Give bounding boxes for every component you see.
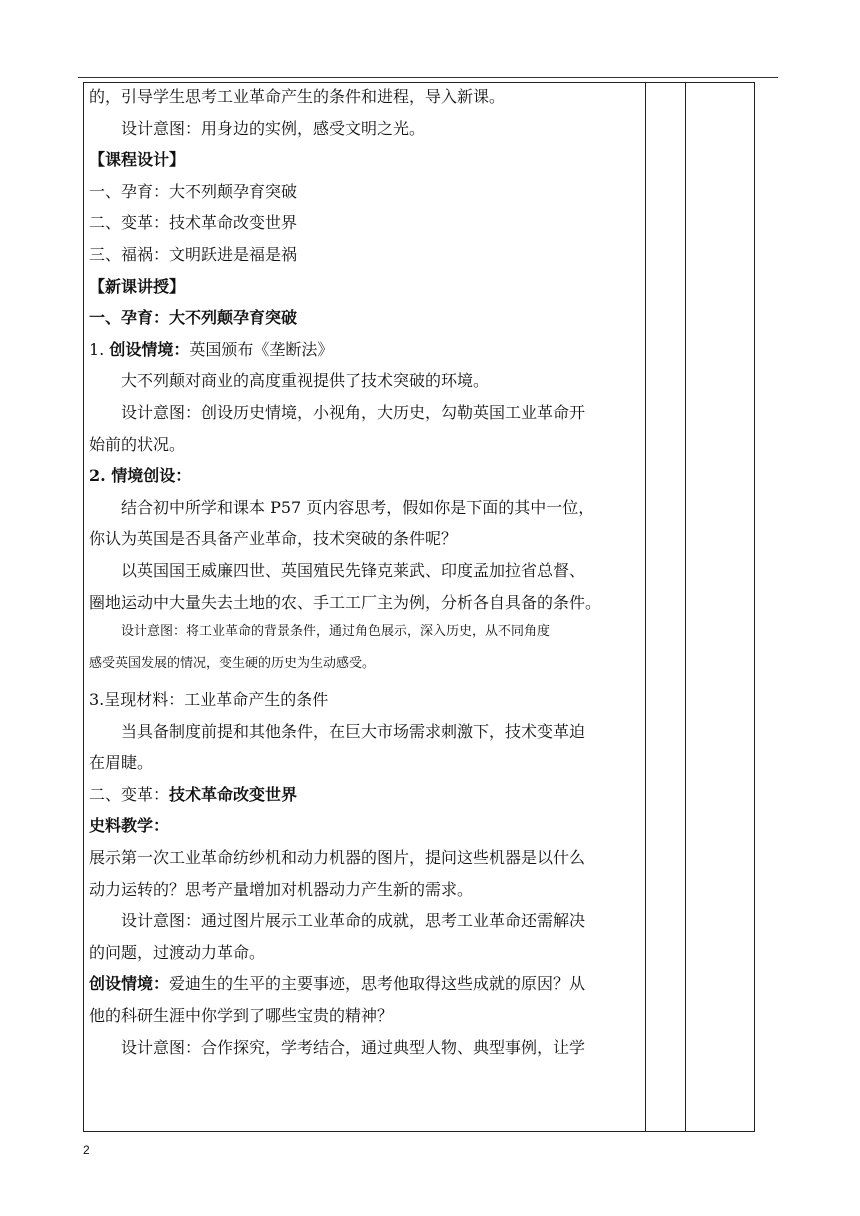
- subsection-heading: 一、孕育：大不列颠孕育突破: [89, 308, 298, 328]
- text-line: 3.呈现材料：工业革命产生的条件: [89, 690, 329, 710]
- header-rule: [78, 77, 778, 78]
- section-heading: 【新课讲授】: [89, 276, 186, 296]
- bold-label: 创设情境：: [89, 974, 170, 994]
- text-span: 英国颁布《垄断法》: [189, 339, 334, 359]
- text-line: 设计意图：通过图片展示工业革命的成就，思考工业革命还需解决: [121, 911, 586, 931]
- subsection-heading: 史料教学：: [89, 816, 170, 836]
- text-line: 你认为英国是否具备产业革命，技术突破的条件呢？: [89, 529, 458, 549]
- list-number: 1.: [89, 339, 105, 359]
- text-span: 二、变革：: [89, 784, 170, 804]
- lesson-plan-table: [83, 82, 755, 1132]
- text-line: [89, 339, 637, 361]
- text-line: 他的科研生涯中你学到了哪些宝贵的精神？: [89, 1006, 394, 1026]
- text-line: 一、孕育：大不列颠孕育突破: [89, 181, 298, 201]
- text-line: 设计意图：合作探究，学考结合，通过典型人物、典型事例，让学: [121, 1037, 586, 1057]
- section-heading: 【课程设计】: [89, 150, 186, 170]
- subsection-heading: 2. 情境创设：: [89, 466, 192, 486]
- text-line: 圈地运动中大量失去土地的农、手工工厂主为例，分析各自具备的条件。: [89, 592, 602, 612]
- text-line: 设计意图：创设历史情境，小视角，大历史，勾勒英国工业革命开: [121, 402, 586, 422]
- text-line: 的，引导学生思考工业革命产生的条件和进程，导入新课。: [89, 87, 506, 106]
- text-line: 三、福祸：文明跃进是福是祸: [89, 244, 298, 264]
- text-line: [89, 973, 637, 995]
- column-divider: [645, 83, 646, 1131]
- text-line: 始前的状况。: [89, 434, 186, 454]
- design-note-line: 设计意图：将工业革命的背景条件，通过角色展示，深入历史，从不同角度: [121, 624, 551, 640]
- text-line: 动力运转的？思考产量增加对机器动力产生新的需求。: [89, 879, 474, 899]
- text-line: 设计意图：用身边的实例，感受文明之光。: [121, 118, 426, 138]
- text-line: [89, 784, 637, 806]
- design-note-line: 感受英国发展的情况，变生硬的历史为生动感受。: [89, 656, 376, 672]
- lesson-content: [89, 86, 637, 1068]
- bold-label: 技术革命改变世界: [169, 784, 298, 804]
- text-line: 展示第一次工业革命纺纱机和动力机器的图片，提问这些机器是以什么: [89, 848, 586, 868]
- text-line: 二、变革：技术革命改变世界: [89, 213, 298, 233]
- text-span: 爱迪生的生平的主要事迹，思考他取得这些成就的原因？从: [169, 974, 586, 994]
- text-line: 在眉睫。: [89, 753, 154, 773]
- column-divider: [685, 83, 686, 1131]
- text-line: 大不列颠对商业的高度重视提供了技术突破的环境。: [121, 371, 490, 391]
- text-line: 的问题，过渡动力革命。: [89, 942, 266, 962]
- page-number: 2: [83, 1143, 90, 1157]
- text-line: 结合初中所学和课本 P57 页内容思考，假如你是下面的其中一位，: [121, 497, 595, 517]
- bold-label: 创设情境：: [109, 339, 190, 359]
- text-line: 当具备制度前提和其他条件，在巨大市场需求刺激下，技术变革迫: [121, 721, 586, 741]
- text-line: 以英国国王威廉四世、英国殖民先锋克莱武、印度孟加拉省总督、: [121, 560, 586, 580]
